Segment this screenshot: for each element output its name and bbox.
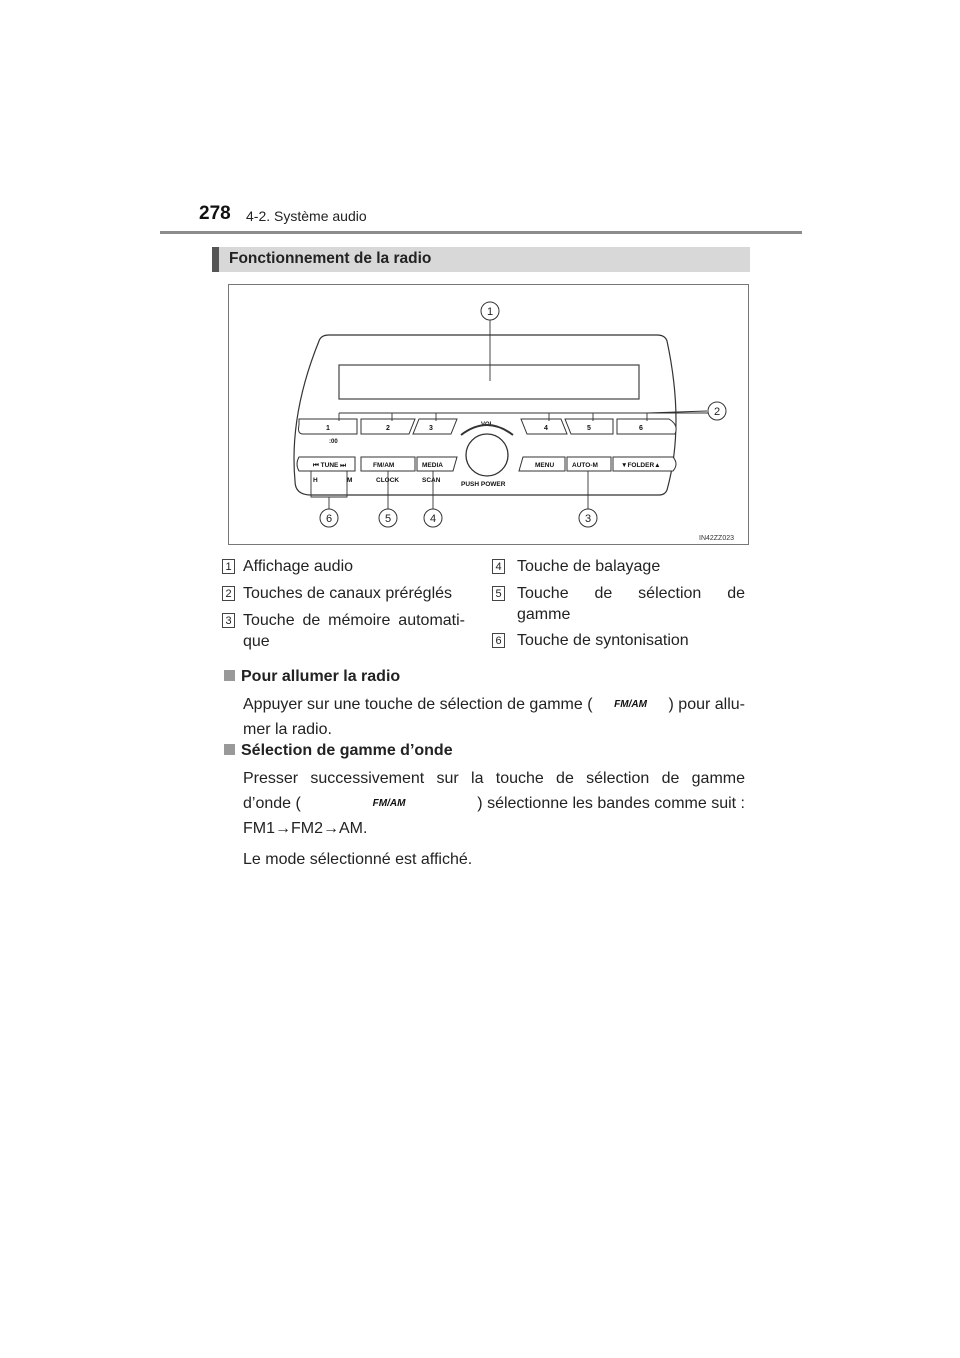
- vol-label: VOL: [481, 422, 494, 428]
- page-number: 278: [199, 203, 231, 224]
- paragraph-power-on-line2: mer la radio.: [243, 721, 332, 738]
- paragraph-band-select-line4: Le mode sélectionné est affiché.: [243, 851, 473, 868]
- folder-label: ▼FOLDER▲: [621, 462, 661, 469]
- preset-label-6: 6: [639, 425, 643, 432]
- paragraph-power-on: [243, 692, 745, 742]
- legend-number-3: 3: [222, 613, 235, 628]
- paragraph-band-select-line2: d’onde ( FM/AM ) sélectionne les bandes comme suit :: [243, 791, 745, 816]
- radio-illustration: [229, 285, 750, 546]
- menu-label: MENU: [535, 462, 555, 469]
- fm-am-label: FM/AM: [373, 462, 395, 469]
- volume-knob: [466, 434, 508, 476]
- preset-label-4: 4: [544, 425, 548, 432]
- legend-text-6: Touche de syntonisation: [517, 632, 689, 649]
- legend-number-2: 2: [222, 586, 235, 601]
- h-label: H: [313, 477, 318, 484]
- preset-label-2: 2: [386, 425, 390, 432]
- section-label: 4-2. Système audio: [246, 208, 367, 224]
- legend-text-3-continued: que: [243, 633, 270, 650]
- preset-button-3: [413, 419, 457, 434]
- legend-number-1: 1: [222, 559, 235, 574]
- m-label: M: [347, 477, 353, 484]
- paragraph-band-select-line1: Presser successivement sur la touche de sélection de gamme: [243, 770, 745, 787]
- legend-text-1: Affichage audio: [243, 558, 354, 575]
- callout-6-text: 6: [325, 513, 333, 525]
- tune-label: ⏮ TUNE ⏭: [313, 462, 347, 469]
- legend-text-5: Touche de sélection de: [517, 585, 745, 602]
- legend-text-4: Touche de balayage: [517, 558, 661, 575]
- radio-figure: [228, 284, 749, 545]
- header-rule: [160, 231, 802, 234]
- audio-display: [339, 365, 639, 399]
- preset-label-3: 3: [429, 425, 433, 432]
- fm-am-key-icon: FM/AM: [372, 798, 406, 809]
- legend-number-6: 6: [492, 633, 505, 648]
- bullet-square-icon: [224, 670, 235, 681]
- legend-text-5-continued: gamme: [517, 606, 571, 623]
- callout-4-text: 4: [429, 513, 437, 525]
- paragraph-band-select: [243, 766, 745, 872]
- section-title-bar: [212, 247, 750, 272]
- preset-label-1: 1: [326, 425, 330, 432]
- fm-am-key-icon: FM/AM: [614, 699, 647, 710]
- legend-number-5: 5: [492, 586, 505, 601]
- push-power-label: PUSH POWER: [461, 481, 506, 488]
- section-title: Fonctionnement de la radio: [229, 250, 432, 267]
- preset-label-5: 5: [587, 425, 591, 432]
- paragraph-power-on-line1: Appuyer sur une touche de sélection de gamme ( FM/AM ) pour allu-: [243, 692, 745, 717]
- subheading-band-select: [224, 742, 453, 760]
- paragraph-band-select-line3: FM1→FM2→AM.: [243, 820, 368, 837]
- auto-m-label: AUTO-M: [572, 462, 598, 469]
- bullet-square-icon: [224, 744, 235, 755]
- scan-label: SCAN: [422, 477, 441, 484]
- media-label: MEDIA: [422, 462, 443, 469]
- clock-label: CLOCK: [376, 477, 400, 484]
- colon-00-label: :00: [329, 439, 338, 445]
- subheading-power-on-text: Pour allumer la radio: [241, 668, 401, 685]
- subheading-power-on: [224, 668, 400, 686]
- callout-1-text: 1: [486, 306, 494, 318]
- legend-number-4: 4: [492, 559, 505, 574]
- preset-button-6: [617, 419, 676, 434]
- subheading-band-select-text: Sélection de gamme d’onde: [241, 742, 453, 759]
- callout-3-text: 3: [584, 513, 592, 525]
- figure-code: IN42ZZ023: [699, 535, 735, 542]
- legend-text-3: Touche de mémoire automati-: [243, 612, 465, 629]
- callout-5-text: 5: [384, 513, 392, 525]
- legend-text-2: Touches de canaux préréglés: [243, 585, 453, 602]
- callout-2-text: 2: [713, 406, 721, 418]
